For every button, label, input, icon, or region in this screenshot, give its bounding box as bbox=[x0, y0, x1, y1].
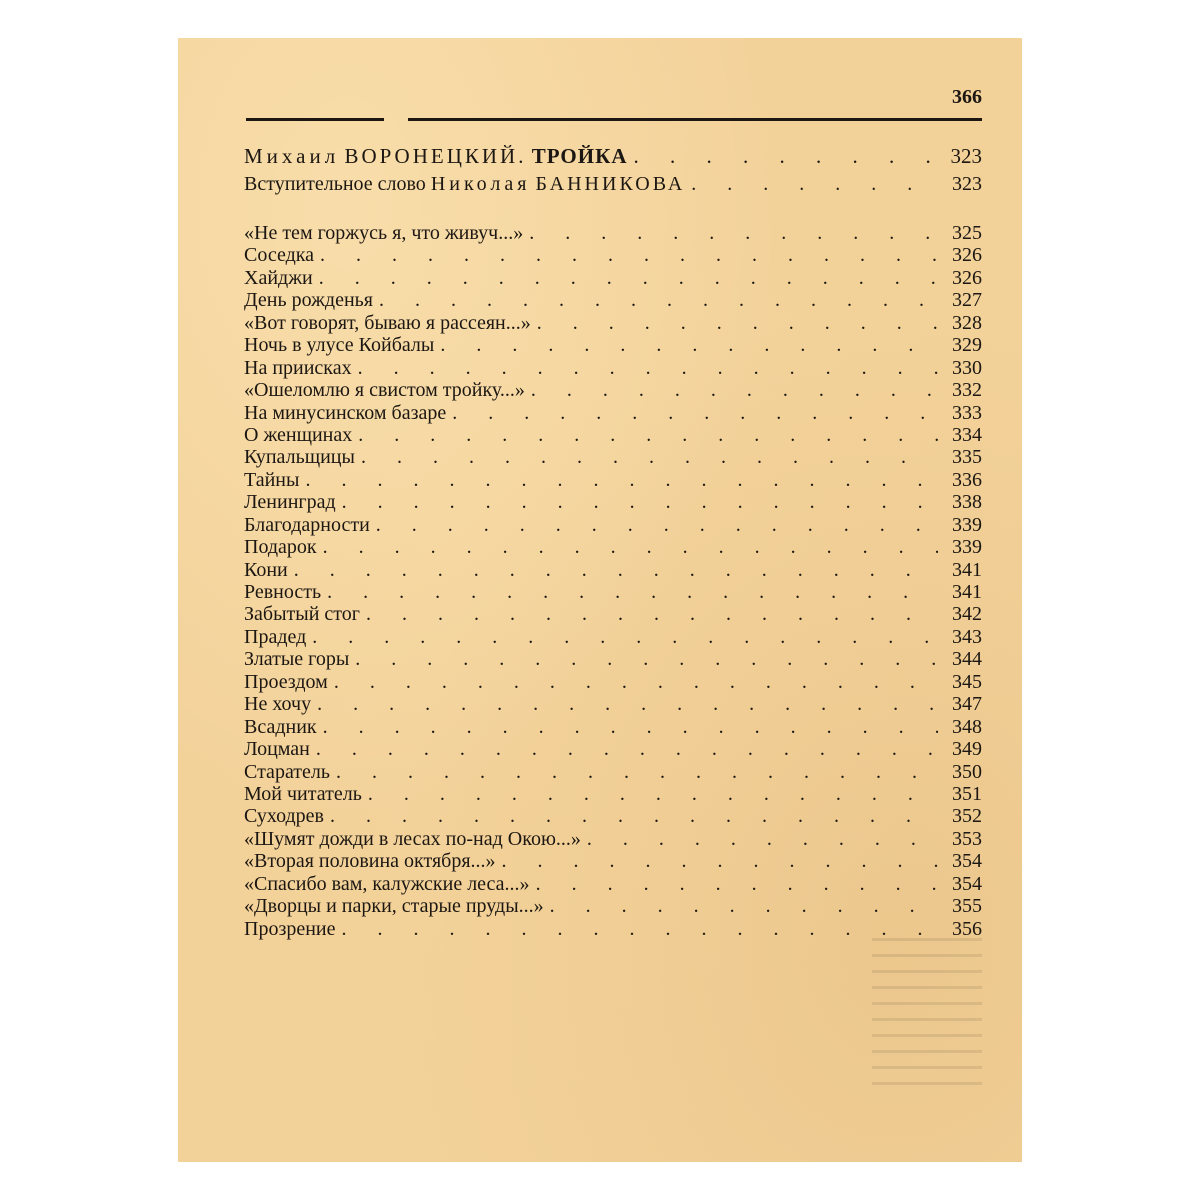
dot-leader bbox=[536, 873, 938, 895]
toc-entry bbox=[244, 648, 982, 670]
toc-entry bbox=[244, 289, 982, 311]
dot-leader bbox=[305, 469, 938, 491]
book-page bbox=[178, 38, 1022, 1162]
entry-title: «Вторая половина октября...» bbox=[244, 850, 496, 873]
section-heading bbox=[244, 142, 628, 170]
entry-title: «Ошеломлю я свистом тройку...» bbox=[244, 379, 525, 402]
entry-page: 345 bbox=[952, 670, 982, 693]
dot-leader bbox=[334, 671, 938, 693]
entry-page: 354 bbox=[952, 872, 982, 895]
toc-entry bbox=[244, 873, 982, 895]
entry-page: 344 bbox=[952, 648, 982, 671]
entry-title: «Вот говорят, бываю я рассеян...» bbox=[244, 311, 531, 334]
entry-title: Златые горы bbox=[244, 648, 350, 671]
entry-title: Ленинград bbox=[244, 491, 336, 514]
dot-leader bbox=[323, 536, 938, 558]
dot-leader bbox=[317, 693, 938, 715]
entry-title: Проездом bbox=[244, 670, 328, 693]
toc-entry bbox=[244, 671, 982, 693]
entry-title: Суходрев bbox=[244, 805, 324, 828]
entry-page: 328 bbox=[952, 311, 982, 334]
toc-entry bbox=[244, 918, 982, 940]
entry-page: 348 bbox=[952, 715, 982, 738]
entry-page: 339 bbox=[952, 536, 982, 559]
entry-page: 352 bbox=[952, 805, 982, 828]
dot-leader bbox=[342, 491, 938, 513]
dot-leader bbox=[320, 244, 938, 266]
entry-title: «Не тем горжусь я, что живуч...» bbox=[244, 222, 524, 244]
toc-entry bbox=[244, 379, 982, 401]
toc-entry bbox=[244, 805, 982, 827]
entry-title: О женщинах bbox=[244, 423, 353, 446]
entry-page: 353 bbox=[952, 827, 982, 850]
toc-entry bbox=[244, 469, 982, 491]
dot-leader bbox=[312, 626, 938, 648]
intro-heading bbox=[244, 170, 685, 198]
toc-entry bbox=[244, 312, 982, 334]
intro-label: Вступительное слово bbox=[244, 173, 426, 195]
entry-page: 341 bbox=[952, 581, 982, 603]
entry-title: Ночь в улусе Койбалы bbox=[244, 334, 435, 357]
dot-leader bbox=[358, 357, 938, 379]
entry-page: 326 bbox=[952, 266, 982, 289]
entry-title: Всадник bbox=[244, 715, 317, 738]
toc-entry bbox=[244, 267, 982, 289]
toc-entry bbox=[244, 559, 982, 581]
entry-title: Купальщицы bbox=[244, 446, 355, 469]
book-title: ТРОЙКА bbox=[531, 144, 628, 168]
toc-entry bbox=[244, 783, 982, 805]
toc-entry bbox=[244, 761, 982, 783]
entry-title: Забытый стог bbox=[244, 603, 360, 626]
entry-title: День рожденья bbox=[244, 289, 373, 312]
entry-page: 342 bbox=[952, 603, 982, 626]
dot-leader bbox=[537, 312, 938, 334]
dot-leader bbox=[336, 761, 938, 783]
toc-entry bbox=[244, 850, 982, 872]
dot-leader bbox=[440, 334, 938, 356]
toc-entry bbox=[244, 446, 982, 468]
dot-leader bbox=[316, 738, 938, 760]
dot-leader bbox=[531, 379, 938, 401]
section-page: 323 bbox=[950, 144, 982, 168]
toc-entry bbox=[244, 581, 982, 603]
entry-page: 334 bbox=[952, 423, 982, 446]
entry-title: Подарок bbox=[244, 536, 317, 559]
entry-title: На минусинском базаре bbox=[244, 401, 447, 424]
entry-page: 336 bbox=[952, 468, 982, 491]
entry-page: 333 bbox=[952, 401, 982, 424]
toc-entry bbox=[244, 626, 982, 648]
entry-page: 356 bbox=[952, 917, 982, 940]
dot-leader bbox=[366, 603, 938, 625]
dot-leader bbox=[330, 805, 938, 827]
dot-leader bbox=[529, 222, 938, 244]
dot-leader bbox=[550, 895, 938, 917]
entry-title: «Спасибо вам, калужские леса...» bbox=[244, 872, 530, 895]
entry-title: Лоцман bbox=[244, 738, 310, 761]
toc-entry bbox=[244, 334, 982, 356]
dot-leader bbox=[358, 424, 938, 446]
entry-title: «Шумят дожди в лесах по-над Окою...» bbox=[244, 827, 581, 850]
toc-entry bbox=[244, 222, 982, 244]
entry-page: 339 bbox=[952, 513, 982, 536]
entry-title: Соседка bbox=[244, 244, 315, 267]
toc-entry bbox=[244, 402, 982, 424]
intro-page: 323 bbox=[952, 173, 982, 195]
entry-page: 330 bbox=[952, 356, 982, 379]
dot-leader bbox=[361, 446, 938, 468]
toc-intro-row bbox=[244, 170, 982, 198]
table-of-contents bbox=[244, 142, 982, 940]
entry-title: «Дворцы и парки, старые пруды...» bbox=[244, 895, 544, 918]
dot-leader bbox=[691, 170, 938, 198]
dot-leader bbox=[587, 828, 938, 850]
entry-page: 326 bbox=[952, 244, 982, 267]
dot-leader bbox=[452, 402, 938, 424]
intro-last-name: БАННИКОВА bbox=[535, 173, 686, 195]
entry-page: 327 bbox=[952, 289, 982, 312]
entry-page: 338 bbox=[952, 491, 982, 514]
toc-entry bbox=[244, 828, 982, 850]
entry-title: На приисках bbox=[244, 356, 352, 379]
entry-page: 332 bbox=[952, 379, 982, 402]
intro-first-name: Николая bbox=[430, 173, 531, 195]
dot-leader bbox=[368, 783, 938, 805]
dot-leader bbox=[355, 648, 938, 670]
entry-page: 329 bbox=[952, 334, 982, 357]
entry-page: 350 bbox=[952, 760, 982, 783]
entry-title: Не хочу bbox=[244, 693, 312, 716]
toc-entry bbox=[244, 424, 982, 446]
dot-leader bbox=[342, 918, 938, 940]
entry-page: 349 bbox=[952, 738, 982, 761]
entry-page: 355 bbox=[952, 895, 982, 918]
toc-entry bbox=[244, 357, 982, 379]
toc-entry bbox=[244, 693, 982, 715]
toc-entry bbox=[244, 491, 982, 513]
entry-page: 347 bbox=[952, 693, 982, 716]
toc-entry bbox=[244, 895, 982, 917]
toc-entry bbox=[244, 716, 982, 738]
header-rule-left bbox=[246, 118, 384, 121]
entry-page: 341 bbox=[952, 558, 982, 581]
entry-title: Мой читатель bbox=[244, 782, 362, 805]
dot-leader bbox=[634, 142, 939, 170]
author-last-name: ВОРОНЕЦКИЙ. bbox=[344, 144, 527, 168]
entry-title: Ревность bbox=[244, 581, 322, 603]
toc-entry bbox=[244, 514, 982, 536]
toc-entry bbox=[244, 244, 982, 266]
entry-title: Тайны bbox=[244, 468, 300, 491]
entry-page: 351 bbox=[952, 782, 982, 805]
dot-leader bbox=[379, 289, 938, 311]
faded-stamp bbox=[872, 938, 982, 1088]
dot-leader bbox=[294, 559, 938, 581]
entry-title: Прозрение bbox=[244, 917, 336, 940]
dot-leader bbox=[327, 581, 938, 603]
entry-page: 354 bbox=[952, 850, 982, 873]
dot-leader bbox=[319, 267, 938, 289]
entry-page: 335 bbox=[952, 446, 982, 469]
toc-entry-list bbox=[244, 222, 982, 940]
page-number: 366 bbox=[952, 86, 982, 108]
header-rule-right bbox=[408, 118, 982, 121]
entry-title: Кони bbox=[244, 558, 288, 581]
entry-title: Прадед bbox=[244, 625, 307, 648]
dot-leader bbox=[502, 850, 938, 872]
entry-page: 325 bbox=[952, 222, 982, 244]
toc-entry bbox=[244, 738, 982, 760]
entry-title: Старатель bbox=[244, 760, 331, 783]
author-first-name: Михаил bbox=[244, 144, 340, 168]
toc-section-header bbox=[244, 142, 982, 170]
entry-page: 343 bbox=[952, 625, 982, 648]
spacer bbox=[244, 198, 982, 222]
dot-leader bbox=[376, 514, 938, 536]
toc-entry bbox=[244, 536, 982, 558]
entry-title: Хайджи bbox=[244, 266, 313, 289]
dot-leader bbox=[323, 716, 938, 738]
entry-title: Благодарности bbox=[244, 513, 370, 536]
toc-entry bbox=[244, 603, 982, 625]
